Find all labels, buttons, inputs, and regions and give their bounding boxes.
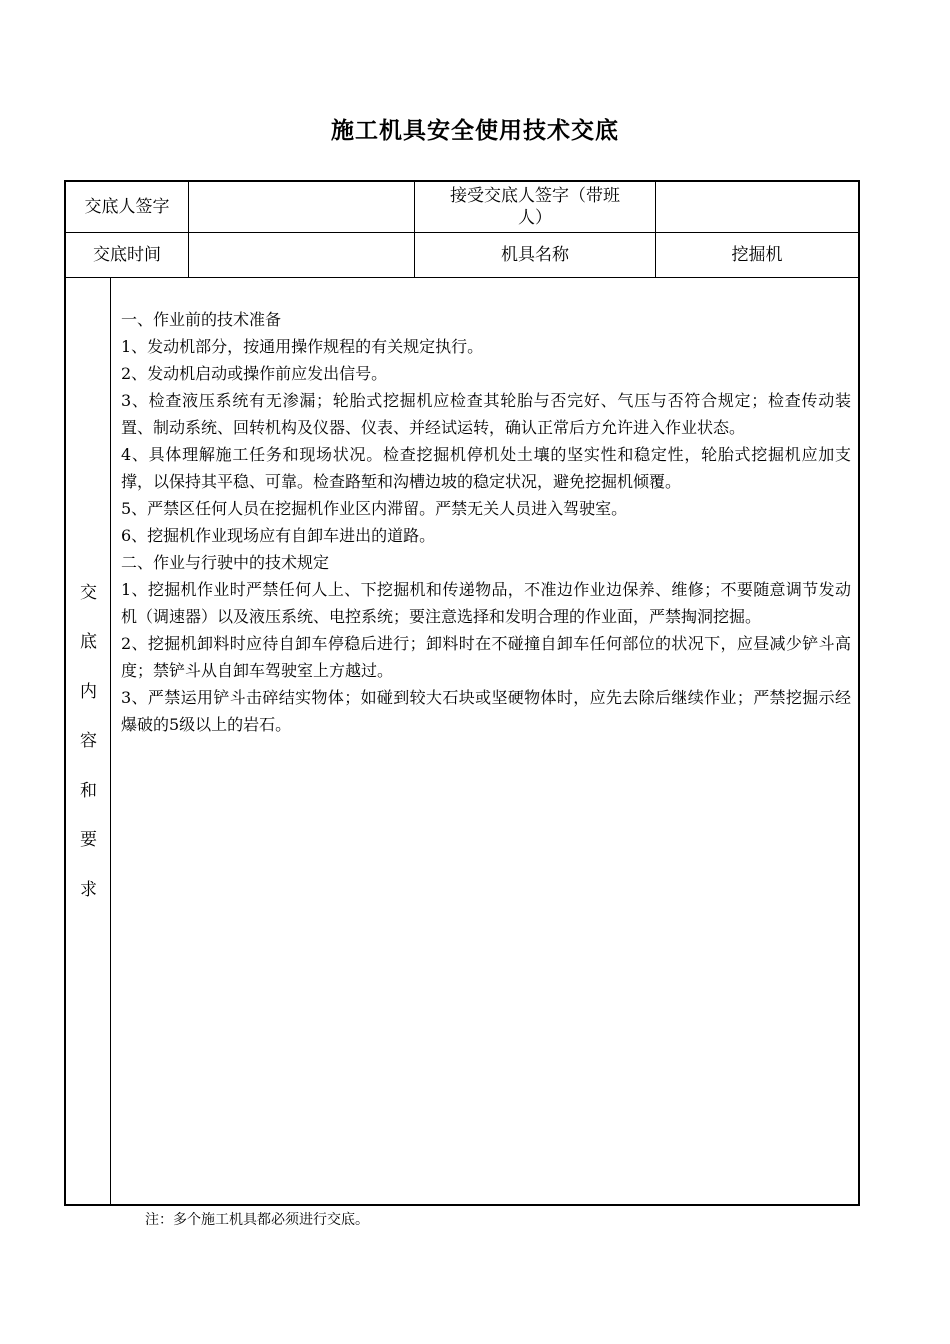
machine-name-value: 挖掘机 [731, 245, 783, 265]
content-item: 6、挖掘机作业现场应有自卸车进出的道路。 [121, 526, 436, 545]
time-label: 交底时间 [93, 245, 161, 265]
content-item: 3、检查液压系统有无渗漏；轮胎式挖掘机应检查其轮胎与否完好、气压与否符合规定；检查传动装置、制动系统、回转机构及仪器、仪表、并经试运转，确认正常后方允许进入作业状态。 [121, 391, 851, 437]
handover-form-table [64, 180, 860, 1206]
section-heading-operation: 二、作业与行驶中的技术规定 [121, 553, 330, 572]
side-label-char: 容 [80, 731, 97, 752]
signer-signature-field[interactable] [189, 182, 414, 232]
side-label-char: 求 [80, 879, 97, 900]
time-field[interactable] [189, 233, 414, 277]
side-label-char: 和 [80, 780, 97, 801]
receiver-signature-field[interactable] [656, 182, 858, 232]
side-label-char: 内 [80, 681, 97, 702]
document-title: 施工机具安全使用技术交底 [331, 118, 619, 144]
handover-content [121, 306, 851, 738]
content-item: 1、发动机部分，按通用操作规程的有关规定执行。 [121, 337, 484, 356]
row-divider-2 [66, 277, 858, 278]
content-item: 3、严禁运用铲斗击碎结实物体；如碰到较大石块或坚硬物体时，应先去除后继续作业；严禁挖掘示经爆破的5级以上的岩石。 [121, 688, 851, 734]
content-requirements-label [66, 278, 111, 1206]
footnote: 注：多个施工机具都必须进行交底。 [145, 1212, 369, 1228]
machine-label: 机具名称 [501, 245, 569, 265]
content-item: 1、挖掘机作业时严禁任何人上、下挖掘机和传递物品，不准边作业边保养、维修；不要随意调节发动机（调速器）以及液压系统、电控系统；要注意选择和发明合理的作业面，严禁掏洞挖掘。 [121, 580, 851, 626]
content-item: 2、挖掘机卸料时应待自卸车停稳后进行；卸料时在不碰撞自卸车任何部位的状况下，应昼减少铲斗高度；禁铲斗从自卸车驾驶室上方越过。 [121, 634, 851, 680]
content-item: 4、具体理解施工任务和现场状况。检查挖掘机停机处土壤的坚实性和稳定性，轮胎式挖掘机应加支撑，以保持其平稳、可靠。检查路堑和沟槽边坡的稳定状况，避免挖掘机倾覆。 [121, 445, 851, 491]
side-label-char: 交 [80, 582, 97, 603]
side-label-char: 底 [80, 632, 97, 653]
receiver-label: 接受交底人签字（带班人） [450, 186, 620, 228]
content-item: 2、发动机启动或操作前应发出信号。 [121, 364, 388, 383]
section-heading-pre-work: 一、作业前的技术准备 [121, 310, 282, 329]
side-label-char: 要 [80, 830, 97, 851]
signer-label: 交底人签字 [84, 197, 170, 217]
content-item: 5、严禁区任何人员在挖掘机作业区内滞留。严禁无关人员进入驾驶室。 [121, 499, 628, 518]
